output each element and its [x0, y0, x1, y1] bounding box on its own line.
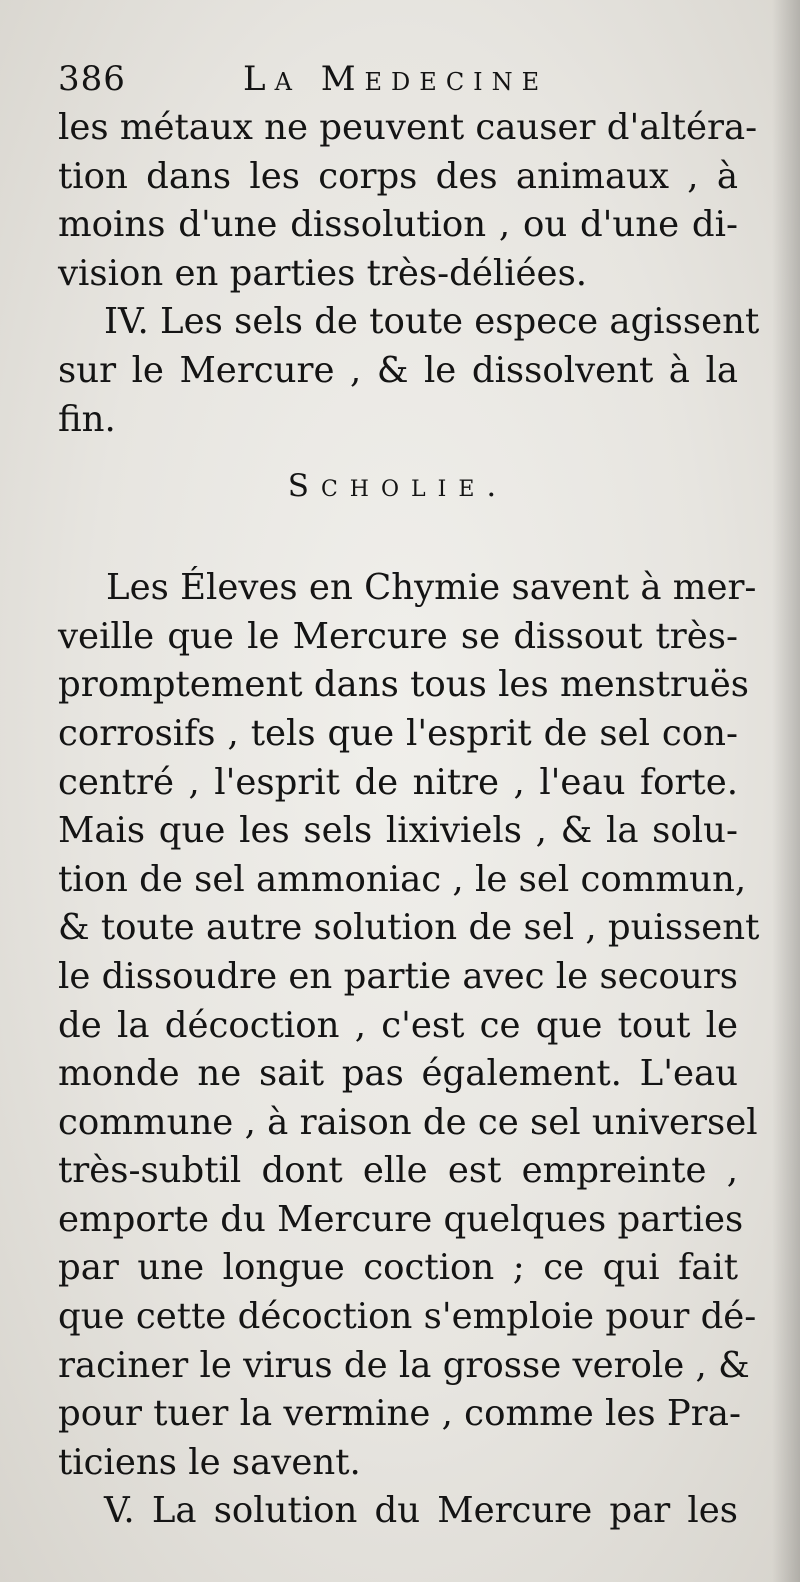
- text-line: centré , l'esprit de nitre , l'eau forte.: [58, 761, 738, 803]
- text-line: pour tuer la vermine , comme les Pra-: [58, 1393, 741, 1435]
- page-body: [58, 104, 760, 1536]
- section-spacer: [58, 516, 738, 564]
- paragraph-iv: [58, 298, 760, 444]
- text-line: tion dans les corps des animaux , à: [58, 155, 738, 197]
- page-number: 386: [58, 59, 126, 99]
- text-line: veille que le Mercure se dissout très-: [58, 615, 738, 657]
- text-line: Mais que les sels lixiviels , & la solu-: [58, 810, 738, 852]
- page-header: [58, 54, 740, 104]
- text-line: le dissoudre en partie avec le secours: [58, 955, 738, 997]
- text-line: fin.: [58, 398, 116, 440]
- text-line: V. La solution du Mercure par les: [104, 1490, 738, 1532]
- text-line: moins d'une dissolution , ou d'une di-: [58, 204, 738, 246]
- text-line: ticiens le savent.: [58, 1441, 361, 1483]
- text-line: raciner le virus de la grosse verole , &: [58, 1344, 750, 1386]
- text-line: par une longue coction ; ce qui fait: [58, 1247, 738, 1289]
- text-line: IV. Les sels de toute espece agissent: [104, 301, 760, 343]
- text-line: que cette décoction s'emploie pour dé-: [58, 1296, 757, 1338]
- text-line: tion de sel ammoniac , le sel commun,: [58, 858, 747, 900]
- scholie-heading: Scholie.: [287, 468, 509, 505]
- paragraph-v: [58, 1487, 738, 1536]
- text-line: corrosifs , tels que l'esprit de sel con-: [58, 712, 738, 754]
- text-line: les métaux ne peuvent causer d'altéra-: [58, 107, 758, 148]
- text-line: monde ne sait pas également. L'eau: [58, 1053, 738, 1095]
- text-line: sur le Mercure , & le dissolvent à la: [58, 349, 738, 391]
- running-head: La Medecine: [243, 59, 549, 99]
- text-line: de la décoction , c'est ce que tout le: [58, 1004, 738, 1046]
- text-line: & toute autre solution de sel , puissent: [58, 907, 760, 949]
- paragraph-scholie: [58, 564, 760, 1487]
- text-line: Les Éleves en Chymie savent à mer-: [106, 567, 757, 609]
- page-edge-shadow: [772, 0, 800, 1582]
- paragraph-metaux: [58, 104, 758, 298]
- text-line: promptement dans tous les menstruës: [58, 664, 750, 706]
- text-line: très-subtil dont elle est empreinte ,: [58, 1150, 738, 1192]
- text-line: vision en parties très-déliées.: [58, 252, 588, 294]
- text-line: emporte du Mercure quelques parties: [58, 1198, 744, 1240]
- text-line: commune , à raison de ce sel universel: [58, 1101, 758, 1143]
